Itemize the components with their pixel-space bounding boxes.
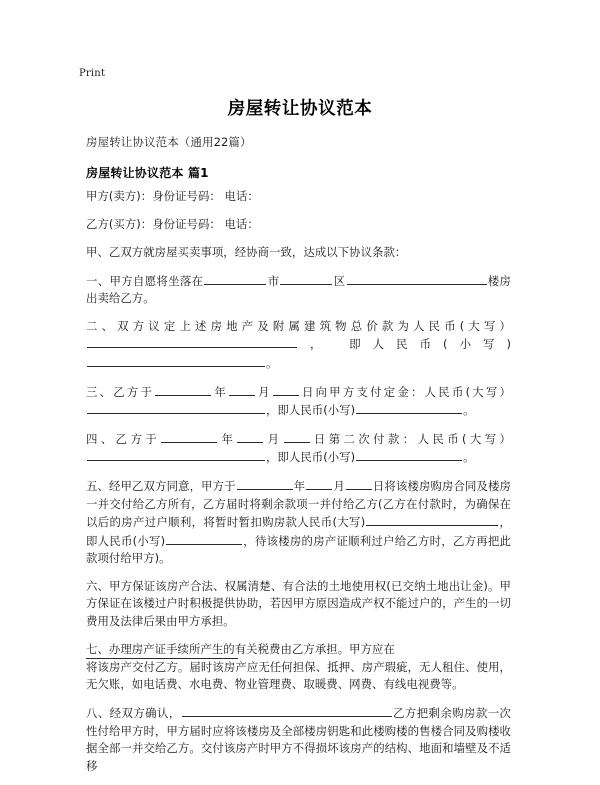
clause-3-mid: ） [499, 384, 511, 399]
clause-1 [86, 272, 511, 308]
clause-2-lead: 二、双方议定上述房地产及附属建筑物总价款为人民币(大写 [86, 319, 500, 334]
clause-8 [86, 704, 511, 775]
clause-4-year-label: 年 [218, 432, 237, 447]
party-b-line: 乙方(买方)：身份证号码： 电话： [86, 216, 259, 231]
clause-5-month-blank[interactable] [306, 477, 332, 490]
clause-4-day-blank[interactable] [284, 430, 310, 443]
clause-4-year-blank[interactable] [161, 430, 217, 443]
clause-2-small-label: 即人民币(小写) [349, 337, 511, 352]
clause-5 [86, 477, 511, 567]
clause-1-tail: 楼房出卖给乙方。 [86, 273, 511, 306]
document-content [86, 188, 511, 785]
clause-4-tail: 。 [463, 450, 475, 465]
clause-1-city-label: 市 [267, 273, 280, 288]
clause-4-month-blank[interactable] [237, 430, 263, 443]
clause-5-month-label: 月 [333, 479, 345, 494]
clause-4-day-label: 日第二次付款：人民币(大写 [310, 432, 500, 447]
clause-4-lead: 四、乙方于 [86, 432, 161, 447]
clause-7-tail: 将该房产交付乙方。届时该房产应无任何担保、抵押、房产瑕疵，无人租住、使用，无欠账，如电话费、水电费、物业管理费、取暖费、网费、有线电视费等。 [86, 660, 511, 692]
clause-5-year-blank[interactable] [237, 477, 293, 490]
clause-2 [86, 318, 511, 372]
clause-1-district-label: 区 [333, 273, 346, 288]
clause-1-address-blank[interactable] [347, 272, 487, 285]
clause-2-tail: 。 [266, 355, 278, 370]
clause-8-tail: 乙方把剩余购房款一次性付给甲方时，甲方届时应将该楼房及全部楼房钥匙和此楼购楼的售楼合同及购楼收据全部一并交给乙方。交付该房产时甲方不得损坏该房产的结构、地面和墙壁及不适移 [86, 706, 511, 773]
clause-3-amount-upper-blank[interactable] [87, 401, 265, 414]
clause-3-tail: 。 [463, 403, 475, 418]
clause-4-month-label: 月 [264, 432, 283, 447]
clause-5-year-label: 年 [293, 479, 306, 494]
clause-3-after-blank: ， [266, 403, 278, 418]
clause-3-day-label: 日向甲方支付定金：人民币(大写 [299, 384, 500, 399]
clause-2-after-blank: ， [298, 337, 334, 352]
clause-5-amount-upper-blank[interactable] [366, 513, 498, 526]
clause-5-tail: ，待该楼房的房产证顺利过户给乙方时，乙方再把此款项付给甲方)。 [86, 533, 511, 565]
clause-4-amount-upper-blank[interactable] [87, 448, 265, 461]
clause-3-small-label: 即人民币(小写) [277, 403, 356, 418]
clause-2-amount-upper-blank[interactable] [87, 335, 297, 348]
document-subtitle: 房屋转让协议范本（通用22篇） [86, 135, 252, 149]
clause-3-day-blank[interactable] [273, 383, 299, 396]
clause-2-amount-lower-blank[interactable] [87, 354, 265, 367]
clause-5-mid: ，即人民币(小写) [86, 515, 511, 548]
clause-4-after-blank: ， [266, 450, 278, 465]
clause-7 [86, 641, 511, 694]
party-a-line: 甲方(卖方)：身份证号码： 电话： [86, 189, 259, 203]
clause-7-lead: 七、办理房产证手续所产生的有关税费由乙方承担。甲方应在 [86, 641, 395, 656]
print-label[interactable]: Print [79, 68, 106, 79]
clause-1-district-blank[interactable] [280, 272, 332, 285]
clause-8-lead: 八、经双方确认， [86, 706, 181, 721]
section-heading: 房屋转让协议范本 篇1 [86, 166, 209, 180]
clause-4-mid: ） [499, 432, 511, 447]
clause-3-month-label: 月 [255, 384, 272, 399]
clause-3 [86, 383, 511, 420]
clause-4-amount-lower-blank[interactable] [356, 448, 462, 461]
clause-3-year-blank[interactable] [155, 383, 211, 396]
clause-4-small-label: 即人民币(小写) [277, 450, 356, 465]
clause-5-lead: 五、经甲乙双方同意，甲方于 [86, 479, 236, 494]
preamble-line: 甲、乙双方就房屋买卖事项，经协商一致，达成以下协议条款： [86, 244, 407, 259]
clause-6: 六、甲方保证该房产合法、权属清楚、有合法的土地使用权(已交纳土地出让金)。甲方保证在该楼过户时积极提供协助，若因甲方原因造成产权不能过户的，产生的一切费用及法律后果由甲方承担。 [86, 578, 511, 628]
clause-3-lead: 三、乙方于 [86, 384, 155, 399]
clause-5-day-blank[interactable] [346, 477, 372, 490]
clause-7-delivery-date-blank[interactable] [86, 658, 238, 659]
clause-1-lead: 一、甲方自愿将坐落在 [86, 273, 204, 288]
clause-1-city-blank[interactable] [204, 272, 266, 285]
clause-3-month-blank[interactable] [229, 383, 255, 396]
page-title: 房屋转让协议范本 [227, 99, 373, 119]
clause-2-mid: ） [499, 319, 511, 334]
clause-3-year-label: 年 [212, 384, 228, 399]
clause-3-amount-lower-blank[interactable] [356, 401, 462, 414]
clause-4 [86, 430, 511, 467]
clause-5-day-text: 日将该楼房购房合同及楼房一并交付给乙方所有，乙方届时将剩余款项一并付给乙方(乙方在付款时，为确保在以后的房产过户顺利，将暂时暂扣购房款人民币(大写) [86, 479, 511, 530]
clause-8-blank[interactable] [182, 704, 392, 717]
clause-5-amount-lower-blank[interactable] [166, 532, 242, 545]
